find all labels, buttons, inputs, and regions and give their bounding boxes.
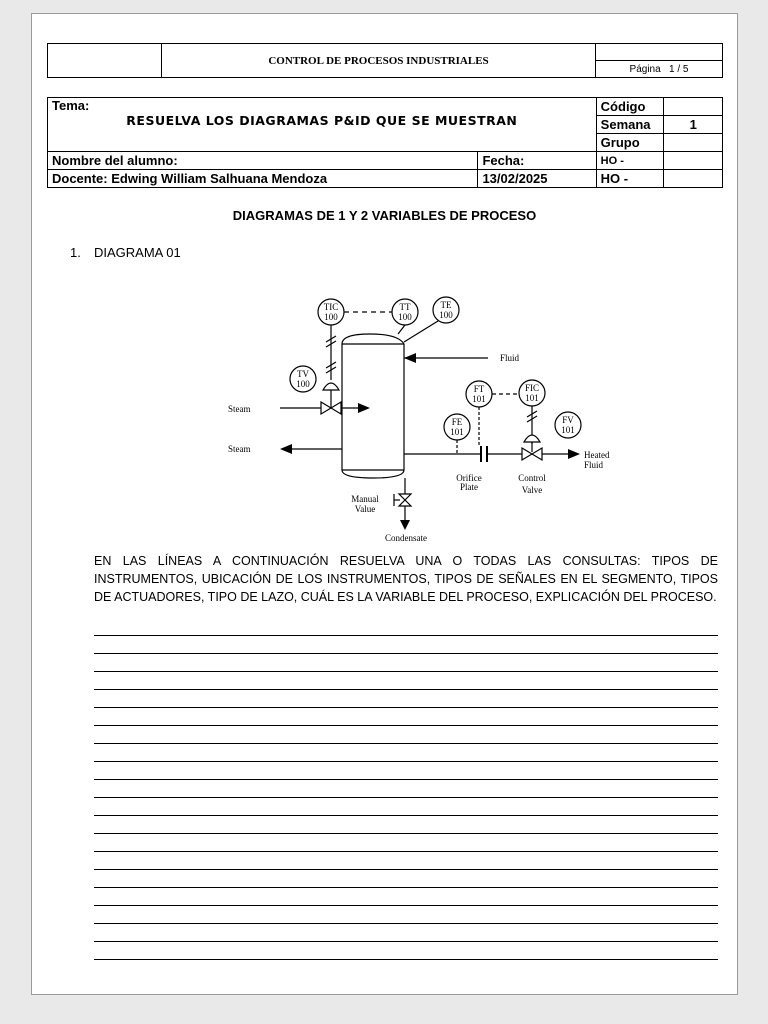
fe-number: 101 — [450, 427, 464, 437]
heated-fluid-label-1: Heated — [584, 450, 610, 460]
ft-number: 101 — [472, 394, 486, 404]
fluid-label: Fluid — [500, 353, 520, 363]
tv-tag: TV — [297, 369, 309, 379]
answer-line[interactable] — [94, 888, 718, 906]
arrow-condensate — [400, 520, 410, 530]
grupo-value[interactable] — [664, 134, 723, 152]
answer-line[interactable] — [94, 798, 718, 816]
answer-line[interactable] — [94, 816, 718, 834]
item-number: 1. — [70, 245, 81, 260]
header-table — [47, 43, 723, 78]
answer-line[interactable] — [94, 942, 718, 960]
control-valve-label-1: Control — [518, 473, 546, 483]
answer-line[interactable] — [94, 672, 718, 690]
answer-line[interactable] — [94, 690, 718, 708]
tv-number: 100 — [296, 379, 310, 389]
manual-valve-label-2: Value — [354, 504, 376, 514]
semana-label: Semana — [596, 116, 664, 134]
answer-line[interactable] — [94, 654, 718, 672]
te-number: 100 — [439, 310, 453, 320]
logo-cell — [48, 44, 162, 78]
tema-cell — [48, 98, 597, 152]
fv-number: 101 — [561, 425, 575, 435]
answer-line[interactable] — [94, 744, 718, 762]
steam-out-label: Steam — [228, 444, 251, 454]
heated-fluid-label-2: Fluid — [584, 460, 604, 470]
page-number: Página 1 / 5 — [596, 61, 723, 78]
grupo-label: Grupo — [596, 134, 664, 152]
fecha-label: Fecha: — [478, 152, 596, 170]
answer-line[interactable] — [94, 726, 718, 744]
header-blank-cell — [596, 44, 723, 61]
pid-diagram — [228, 284, 618, 546]
manual-valve-label-1: Manual — [351, 494, 379, 504]
ho-label-2: HO - — [596, 170, 664, 188]
answer-line[interactable] — [94, 852, 718, 870]
tic-tag: TIC — [323, 302, 339, 312]
document-title: CONTROL DE PROCESOS INDUSTRIALES — [162, 44, 596, 78]
document-page — [31, 13, 738, 995]
tt-tag: TT — [399, 302, 411, 312]
semana-value: 1 — [664, 116, 723, 134]
item-label: DIAGRAMA 01 — [94, 245, 181, 260]
list-item-diagram-01 — [70, 245, 181, 260]
answer-line[interactable] — [94, 906, 718, 924]
answer-line[interactable] — [94, 780, 718, 798]
tema-text: RESUELVA LOS DIAGRAMAS P&ID QUE SE MUESTRAN — [126, 113, 518, 128]
tema-label: Tema: — [52, 98, 90, 113]
answer-line[interactable] — [94, 636, 718, 654]
orifice-label-2: Plate — [460, 482, 478, 492]
docente-date: 13/02/2025 — [478, 170, 596, 188]
fe-tag: FE — [451, 417, 463, 427]
arrow-fluid-in — [404, 353, 416, 363]
docente-name: Docente: Edwing William Salhuana Mendoza — [48, 170, 478, 188]
alumno-label: Nombre del alumno: — [48, 152, 478, 170]
answer-line[interactable] — [94, 708, 718, 726]
answer-line[interactable] — [94, 834, 718, 852]
tt-number: 100 — [398, 312, 412, 322]
codigo-label: Código — [596, 98, 664, 116]
ft-tag: FT — [473, 384, 485, 394]
arrow-heated-fluid — [568, 449, 580, 459]
steam-in-label: Steam — [228, 404, 251, 414]
info-table — [47, 97, 723, 188]
fv-tag: FV — [562, 415, 574, 425]
answer-line[interactable] — [94, 870, 718, 888]
te-tag: TE — [440, 300, 452, 310]
condensate-label: Condensate — [385, 533, 427, 543]
fic-number: 101 — [525, 393, 539, 403]
answer-line[interactable] — [94, 762, 718, 780]
question-text: EN LAS LÍNEAS A CONTINUACIÓN RESUELVA UNA O TODAS LAS CONSULTAS: TIPOS DE INSTRUMENTOS, UBICACIÓN DE LOS INSTRUMENTOS, TIPOS DE SEÑALES EN EL SEGMENTO, TIPOS DE ACTUADORES, TIPO DE LAZO, CUÁL ES LA VARIABLE DEL PROCESO, EXPLICACIÓN DEL PROCESO. — [94, 554, 718, 604]
control-valve-label-2: Valve — [521, 485, 543, 495]
arrow-steam-out — [280, 444, 292, 454]
fic-tag: FIC — [524, 383, 540, 393]
answer-line[interactable] — [94, 618, 718, 636]
answer-lines[interactable] — [94, 618, 718, 960]
ho-value-1[interactable] — [664, 152, 723, 170]
orifice-label-1: Orifice — [456, 473, 482, 483]
tic-number: 100 — [324, 312, 338, 322]
manual-valve — [399, 494, 411, 506]
vessel — [342, 334, 404, 478]
ho-value-2[interactable] — [664, 170, 723, 188]
answer-line[interactable] — [94, 924, 718, 942]
codigo-value[interactable] — [664, 98, 723, 116]
section-title: DIAGRAMAS DE 1 Y 2 VARIABLES DE PROCESO — [232, 208, 537, 223]
ho-label-1: HO - — [596, 152, 664, 170]
